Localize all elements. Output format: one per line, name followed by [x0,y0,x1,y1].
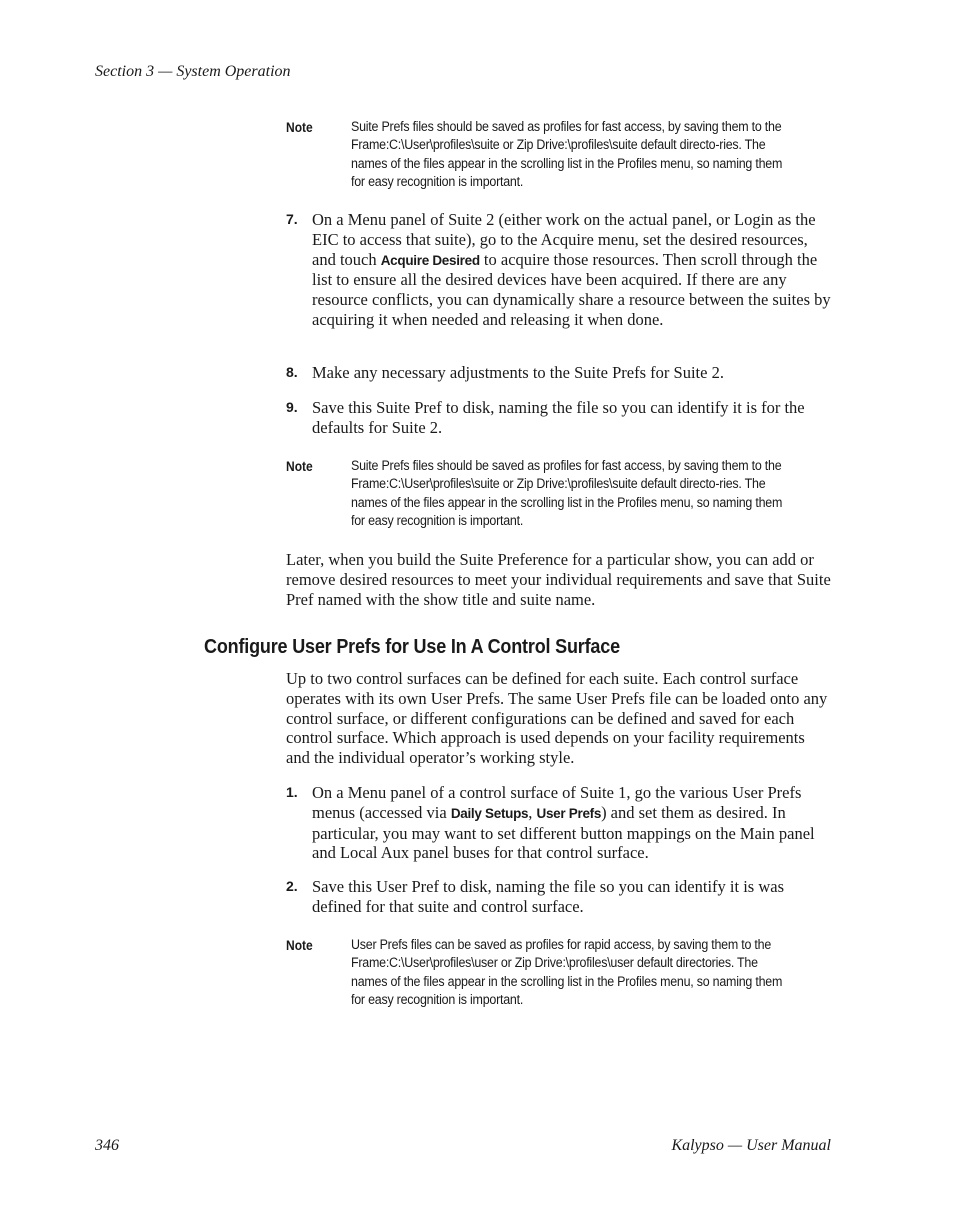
manual-title: Kalypso — User Manual [671,1137,831,1154]
step-number: 1. [286,784,298,800]
note-label: Note [286,458,313,474]
note-1 [286,118,826,191]
note-label: Note [286,119,313,135]
step-text-part: On a Menu panel of Suite 2 (either work on the actual panel, or Login as the EIC to access that suite), go to the Acquire menu, set the desired resources, and touch [312,210,816,269]
command-acquire-desired: Acquire Desired [380,252,480,268]
step-text-part: , [528,802,537,822]
step-7 [286,210,831,330]
step-9 [286,398,831,438]
step-number: 2. [286,878,298,894]
step-text: Make any necessary adjustments to the Suite Prefs for Suite 2. [312,363,724,382]
note-text: Suite Prefs files should be saved as profiles for fast access, by saving them to the Frame:C:\User\profiles\suite or Zip Drive:\profiles\suite default directo-ries. The names of the files appear in the scrolling list in the Profiles menu, so naming them for easy recognition is important. [351,119,783,189]
step-number: 8. [286,364,298,380]
step-text: Save this Suite Pref to disk, naming the file so you can identify it is for the defaults for Suite 2. [312,398,805,437]
step-2 [286,877,831,917]
note-2 [286,457,826,530]
page-number: 346 [95,1137,119,1154]
paragraph-later: Later, when you build the Suite Preference for a particular show, you can add or remove desired resources to meet your individual requirements and save that Suite Pref named with the show title and suite name. [286,550,831,609]
section-heading: Configure User Prefs for Use In A Control Surface [204,636,620,658]
step-number: 9. [286,399,298,415]
step-number: 7. [286,211,298,227]
step-text-part: On a Menu panel of a control surface of Suite 1, go the various User Prefs menus (accessed via [312,783,802,822]
running-head: Section 3 — System Operation [95,63,291,80]
paragraph-intro: Up to two control surfaces can be defined for each suite. Each control surface operates with its own User Prefs. The same User Prefs file can be loaded onto any control surface, or different configurations can be defined and saved for each control surface. Which approach is used depends on your facility requirements and the individual operator’s working style. [286,669,828,768]
step-text [312,210,831,330]
step-8 [286,363,831,383]
command-daily-setups: Daily Setups [450,805,529,821]
step-text: Save this User Pref to disk, naming the file so you can identify it is was defined for that suite and control surface. [312,877,785,916]
step-text-part: to acquire those resources. Then scroll through the list to ensure all the desired devices have been acquired. If there are any resource conflicts, you can dynamically share a resource between the suites by acquiring it when needed and releasing it when done. [312,249,831,329]
note-text: User Prefs files can be saved as profiles for rapid access, by saving them to the Frame:C:\User\profiles\user or Zip Drive:\profiles\user default directories. The names of the files appear in the scrolling list in the Profiles menu, so naming them for easy recognition is important. [351,937,783,1007]
note-label: Note [286,937,313,953]
step-1 [286,783,831,863]
note-3 [286,936,826,1009]
step-text [312,783,831,863]
step-text-part: ) and set them as desired. In particular, you may want to set different button mappings on the Main panel and Local Aux panel buses for that control surface. [312,802,815,863]
command-user-prefs: User Prefs [536,805,602,821]
note-text: Suite Prefs files should be saved as profiles for fast access, by saving them to the Frame:C:\User\profiles\suite or Zip Drive:\profiles\suite default directo-ries. The names of the files appear in the scrolling list in the Profiles menu, so naming them for easy recognition is important. [351,458,783,528]
